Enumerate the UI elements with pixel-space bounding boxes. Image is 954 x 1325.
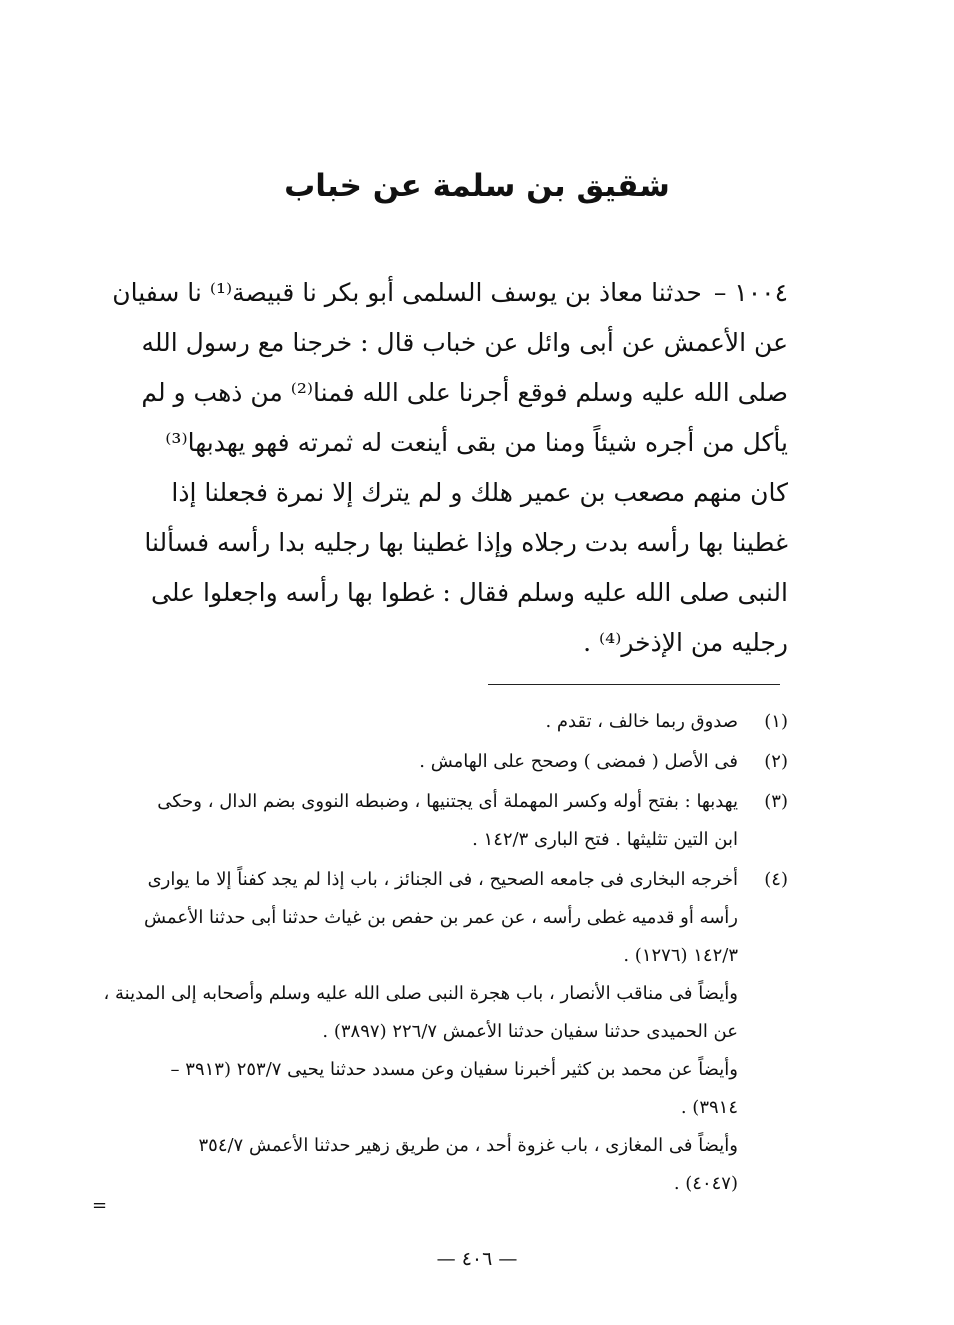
footnote-line: وأيضاً عن محمد بن كثير أخبرنا سفيان وعن مسدد حدثنا يحيى ٢٥٣/٧ (٣٩١٣ – [170, 1059, 738, 1080]
footnote-line: عن الحميدى حدثنا سفيان حدثنا الأعمش ٢٢٦/٧ (٣٨٩٧) . [322, 1021, 738, 1042]
hadith-line: صلى الله عليه وسلم فوقع أجرنا على الله فمنا⁽²⁾ من ذهب و لم [141, 378, 788, 407]
footnote-line: (٤٠٤٧) . [673, 1173, 738, 1194]
footnote-line: ابن التين تثليثها . فتح البارى ١٤٢/٣ . [472, 829, 738, 850]
footnote [88, 743, 788, 781]
footnote-mark: (١) [764, 711, 788, 732]
section-title: شقيق بن سلمة عن خباب [284, 168, 670, 204]
footnote-mark: (٣) [764, 791, 788, 812]
footnote-line: أخرجه البخارى فى جامعه الصحيح ، فى الجنائز ، باب إذا لم يجد كفناً إلا ما يوارى [147, 869, 738, 890]
footnote-mark: (٢) [764, 751, 788, 772]
footnotes [88, 703, 788, 1205]
hadith-line-text: حدثنا معاذ بن يوسف السلمى أبو بكر نا قبيصة⁽¹⁾ نا سفيان [112, 278, 702, 307]
footnote-separator [488, 684, 780, 685]
hadith-line: النبى صلى الله عليه وسلم فقال : غطوا بها رأسه واجعلوا على [151, 578, 788, 607]
hadith-line: يأكل من أجره شيئاً ومنا من بقى أينعت له ثمرته فهو يهدبها⁽³⁾ [165, 428, 788, 457]
footnote [88, 861, 788, 1203]
footnote-line: ١٤٢/٣ (١٢٧٦) . [623, 945, 738, 966]
footnote-line: ٣٩١٤) . [680, 1097, 738, 1118]
footnote [88, 783, 788, 859]
hadith-line [88, 268, 788, 318]
footnote [88, 703, 788, 741]
hadith-number: ١٠٠٤ – [713, 278, 788, 307]
footnote-line: وأيضاً فى مناقب الأنصار ، باب هجرة النبى صلى الله عليه وسلم وأصحابه إلى المدينة ، [103, 983, 738, 1004]
hadith-text [88, 268, 788, 668]
hadith-line: كان منهم مصعب بن عمير هلك و لم يترك إلا نمرة فجعلنا إذا [171, 478, 788, 507]
hadith-line: عن الأعمش عن أبى وائل عن خباب قال : خرجنا مع رسول الله [141, 328, 788, 357]
footnote-line: وأيضاً فى المغازى ، باب غزوة أحد ، من طريق زهير حدثنا الأعمش ٣٥٤/٧ [198, 1135, 738, 1156]
page-number: — ٤٠٦ — [436, 1248, 518, 1270]
footnote-line: يهدبها : بفتح أوله وكسر المهملة أى يجتنيها ، وضبطه النووى بضم الدال ، وحكى [157, 791, 738, 812]
footnote-line: فى الأصل ( فمضى ) وصحح على الهامش . [419, 751, 738, 772]
continuation-mark: = [92, 1195, 108, 1216]
footnote-line: رأسه أو قدميه غطى رأسه ، عن عمر بن حفص بن غياث حدثنا أبى حدثنا الأعمش [143, 907, 738, 928]
footnote-mark: (٤) [764, 869, 788, 890]
hadith-line: رجليه من الإذخر⁽⁴⁾ . [583, 628, 788, 657]
footnote-line: صدوق ربما خالف ، تقدم . [545, 711, 738, 732]
hadith-line: غطينا بها رأسه بدت رجلاه وإذا غطينا بها رجليه بدا رأسه فسألنا [144, 528, 788, 557]
